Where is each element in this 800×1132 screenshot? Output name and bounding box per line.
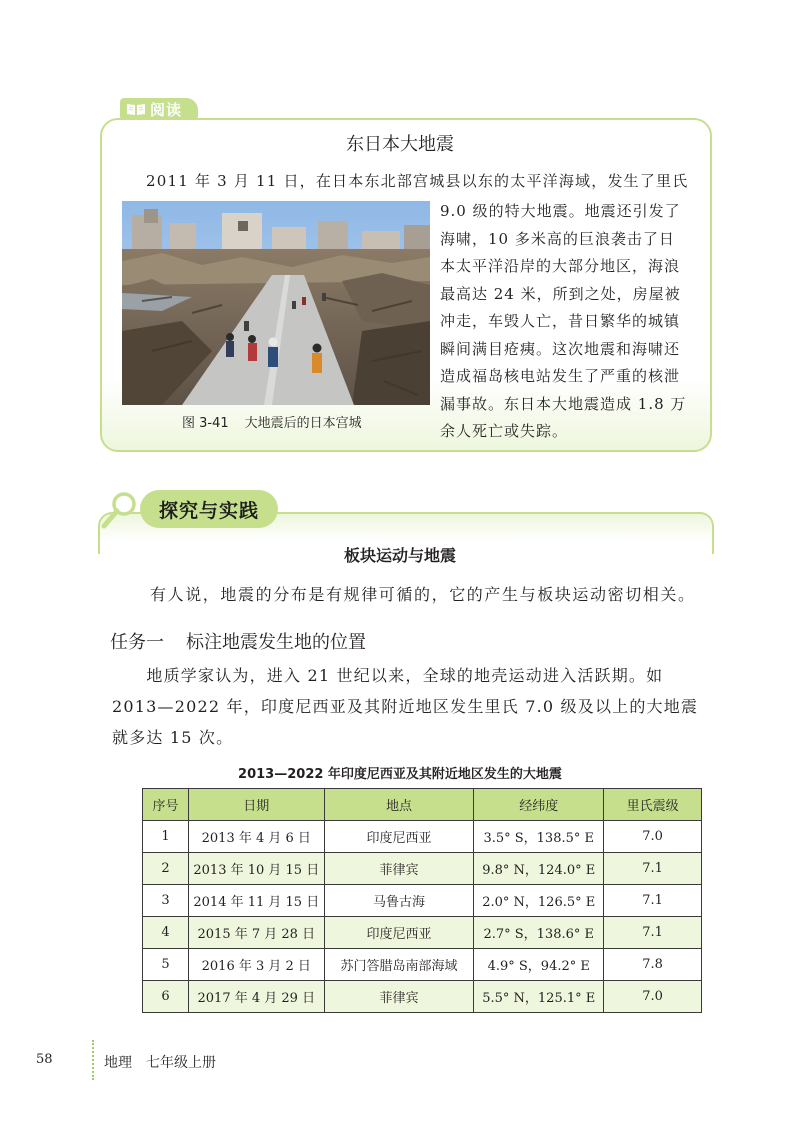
earthquake-table: [142, 788, 702, 1013]
table-cell: 印度尼西亚: [324, 917, 474, 949]
task-title: 标注地震发生地的位置: [186, 632, 366, 653]
inquiry-title: 板块运动与地震: [343, 546, 456, 565]
table-header: 经纬度: [474, 789, 604, 821]
table-cell: 3.5° S，138.5° E: [474, 821, 604, 853]
table-row: [143, 981, 702, 1013]
paragraph-line: 地质学家认为，进入 21 世纪以来，全球的地壳运动进入活跃期。如: [112, 666, 664, 685]
table-cell: 4: [143, 917, 189, 949]
reading-line: 漏事故。东日本大地震造成 1.8 万: [440, 394, 687, 413]
reading-tab-label: 阅读: [150, 100, 183, 119]
task-number: 任务一: [110, 632, 164, 653]
table-cell: 5.5° N，125.1° E: [474, 981, 604, 1013]
table-cell: 9.8° N，124.0° E: [474, 853, 604, 885]
reading-line: 余人死亡或失踪。: [440, 422, 569, 440]
table-cell: 2.0° N，126.5° E: [474, 885, 604, 917]
inquiry-banner: [140, 490, 278, 528]
reading-title: 东日本大地震: [346, 134, 454, 155]
table-cell: 7.8: [604, 949, 702, 981]
inquiry-intro: 有人说，地震的分布是有规律可循的，它的产生与板块运动密切相关。: [150, 585, 696, 604]
table-header-row: [143, 789, 702, 821]
table-cell: 苏门答腊岛南部海域: [324, 949, 474, 981]
table-cell: 3: [143, 885, 189, 917]
figure-caption: [182, 412, 362, 431]
table-row: [143, 821, 702, 853]
figure-number: 图 3-41: [182, 416, 229, 431]
table-cell: 7.0: [604, 821, 702, 853]
table-cell: 2013 年 4 月 6 日: [188, 821, 324, 853]
table-row: [143, 853, 702, 885]
footer-divider: [92, 1040, 98, 1080]
table-cell: 6: [143, 981, 189, 1013]
reading-tab: [120, 98, 198, 120]
task-paragraph: [112, 660, 706, 753]
table-cell: 2015 年 7 月 28 日: [188, 917, 324, 949]
table-row: [143, 885, 702, 917]
book-icon: [126, 102, 146, 116]
table-header: 序号: [143, 789, 189, 821]
table-cell: 菲律宾: [324, 981, 474, 1013]
figure-caption-text: 大地震后的日本宫城: [244, 416, 362, 431]
table-header: 地点: [324, 789, 474, 821]
reading-line: 瞬间满目疮痍。这次地震和海啸还: [440, 339, 681, 358]
table-cell: 4.9° S，94.2° E: [474, 949, 604, 981]
reading-line: 冲走，车毁人亡，昔日繁华的城镇: [440, 312, 681, 330]
reading-line: 造成福岛核电站发生了严重的核泄: [440, 367, 681, 385]
reading-line: 最高达 24 米，所到之处，房屋被: [440, 284, 681, 303]
table-cell: 7.1: [604, 853, 702, 885]
table-title: 2013—2022 年印度尼西亚及其附近地区发生的大地震: [238, 767, 562, 782]
table-header: 里氏震级: [604, 789, 702, 821]
table-header: 日期: [188, 789, 324, 821]
table-cell: 马鲁古海: [324, 885, 474, 917]
reading-first-line: 2011 年 3 月 11 日，在日本东北部宫城县以东的太平洋海域，发生了里氏: [146, 172, 689, 190]
reading-side-text: [440, 198, 708, 446]
table-row: [143, 949, 702, 981]
task-heading: [110, 628, 366, 654]
table-row: [143, 917, 702, 949]
table-cell: 菲律宾: [324, 853, 474, 885]
reading-line: 9.0 级的特大地震。地震还引发了: [440, 202, 681, 220]
footer-grade: 七年级上册: [146, 1055, 216, 1071]
reading-line: 本太平洋沿岸的大部分地区，海浪: [440, 257, 681, 275]
table-cell: 1: [143, 821, 189, 853]
table-cell: 2013 年 10 月 15 日: [188, 853, 324, 885]
table-cell: 7.1: [604, 885, 702, 917]
reading-line: 海啸，10 多米高的巨浪袭击了日: [440, 229, 675, 248]
inquiry-banner-label: 探究与实践: [158, 499, 259, 522]
magnifier-icon: [98, 488, 142, 532]
footer-subject: 地理: [104, 1055, 132, 1071]
table-cell: 2017 年 4 月 29 日: [188, 981, 324, 1013]
paragraph-line: 2013—2022 年，印度尼西亚及其附近地区发生里氏 7.0 级及以上的大地震: [112, 697, 699, 716]
table-cell: 2014 年 11 月 15 日: [188, 885, 324, 917]
table-cell: 2.7° S，138.6° E: [474, 917, 604, 949]
table-cell: 7.0: [604, 981, 702, 1013]
paragraph-line: 就多达 15 次。: [112, 728, 234, 747]
table-cell: 5: [143, 949, 189, 981]
table-cell: 印度尼西亚: [324, 821, 474, 853]
earthquake-photo: [122, 201, 430, 405]
table-cell: 7.1: [604, 917, 702, 949]
table-cell: 2016 年 3 月 2 日: [188, 949, 324, 981]
page-number: 58: [36, 1052, 53, 1067]
footer-book-title: [104, 1052, 216, 1072]
table-cell: 2: [143, 853, 189, 885]
